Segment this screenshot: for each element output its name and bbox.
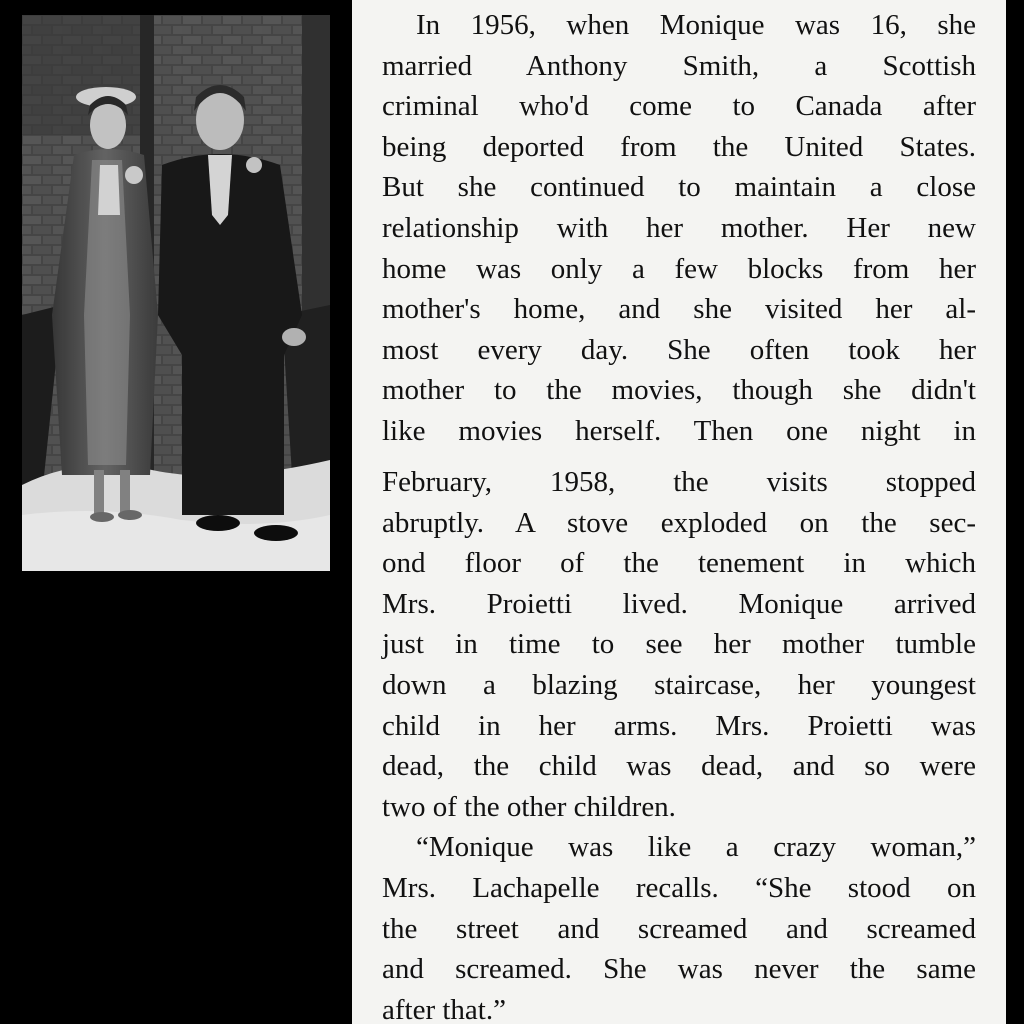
text-line: the street and screamed and screamed <box>382 912 976 945</box>
text-line: home was only a few blocks from her <box>382 252 976 285</box>
text-line: But she continued to maintain a close <box>382 171 976 204</box>
text-line: relationship with her mother. Her new <box>382 211 976 244</box>
text-line: two of the other children. <box>382 790 676 823</box>
text-line: abruptly. A stove exploded on the sec- <box>382 506 976 539</box>
text-line: after that.” <box>382 993 506 1024</box>
article-paragraph-2 <box>382 462 976 1024</box>
text-line: criminal who'd come to Canada after <box>382 90 976 123</box>
text-line: mother's home, and she visited her al- <box>382 293 976 326</box>
text-line: most every day. She often took her <box>382 333 976 366</box>
text-line: down a blazing staircase, her youngest <box>382 668 976 701</box>
text-line: Mrs. Lachapelle recalls. “She stood on <box>382 871 976 904</box>
text-line: child in her arms. Mrs. Proietti was <box>382 709 976 742</box>
text-line: February, 1958, the visits stopped <box>382 466 976 498</box>
article-column <box>352 0 1006 1024</box>
text-line: just in time to see her mother tumble <box>382 628 976 661</box>
text-line: married Anthony Smith, a Scottish <box>382 49 976 82</box>
text-line: and screamed. She was never the same <box>382 953 976 986</box>
text-line: In 1956, when Monique was 16, she <box>416 9 976 41</box>
text-line: Mrs. Proietti lived. Monique arrived <box>382 587 976 620</box>
wedding-photo <box>22 15 330 571</box>
text-line: like movies herself. Then one night in <box>382 414 976 447</box>
text-line: dead, the child was dead, and so were <box>382 750 976 783</box>
text-line: ond floor of the tenement in which <box>382 547 976 580</box>
text-line: mother to the movies, though she didn't <box>382 374 976 407</box>
article-paragraph-1 <box>382 5 976 452</box>
wedding-photo-image <box>22 15 330 571</box>
text-line: “Monique was like a crazy woman,” <box>416 831 976 864</box>
text-line: being deported from the United States. <box>382 130 976 163</box>
